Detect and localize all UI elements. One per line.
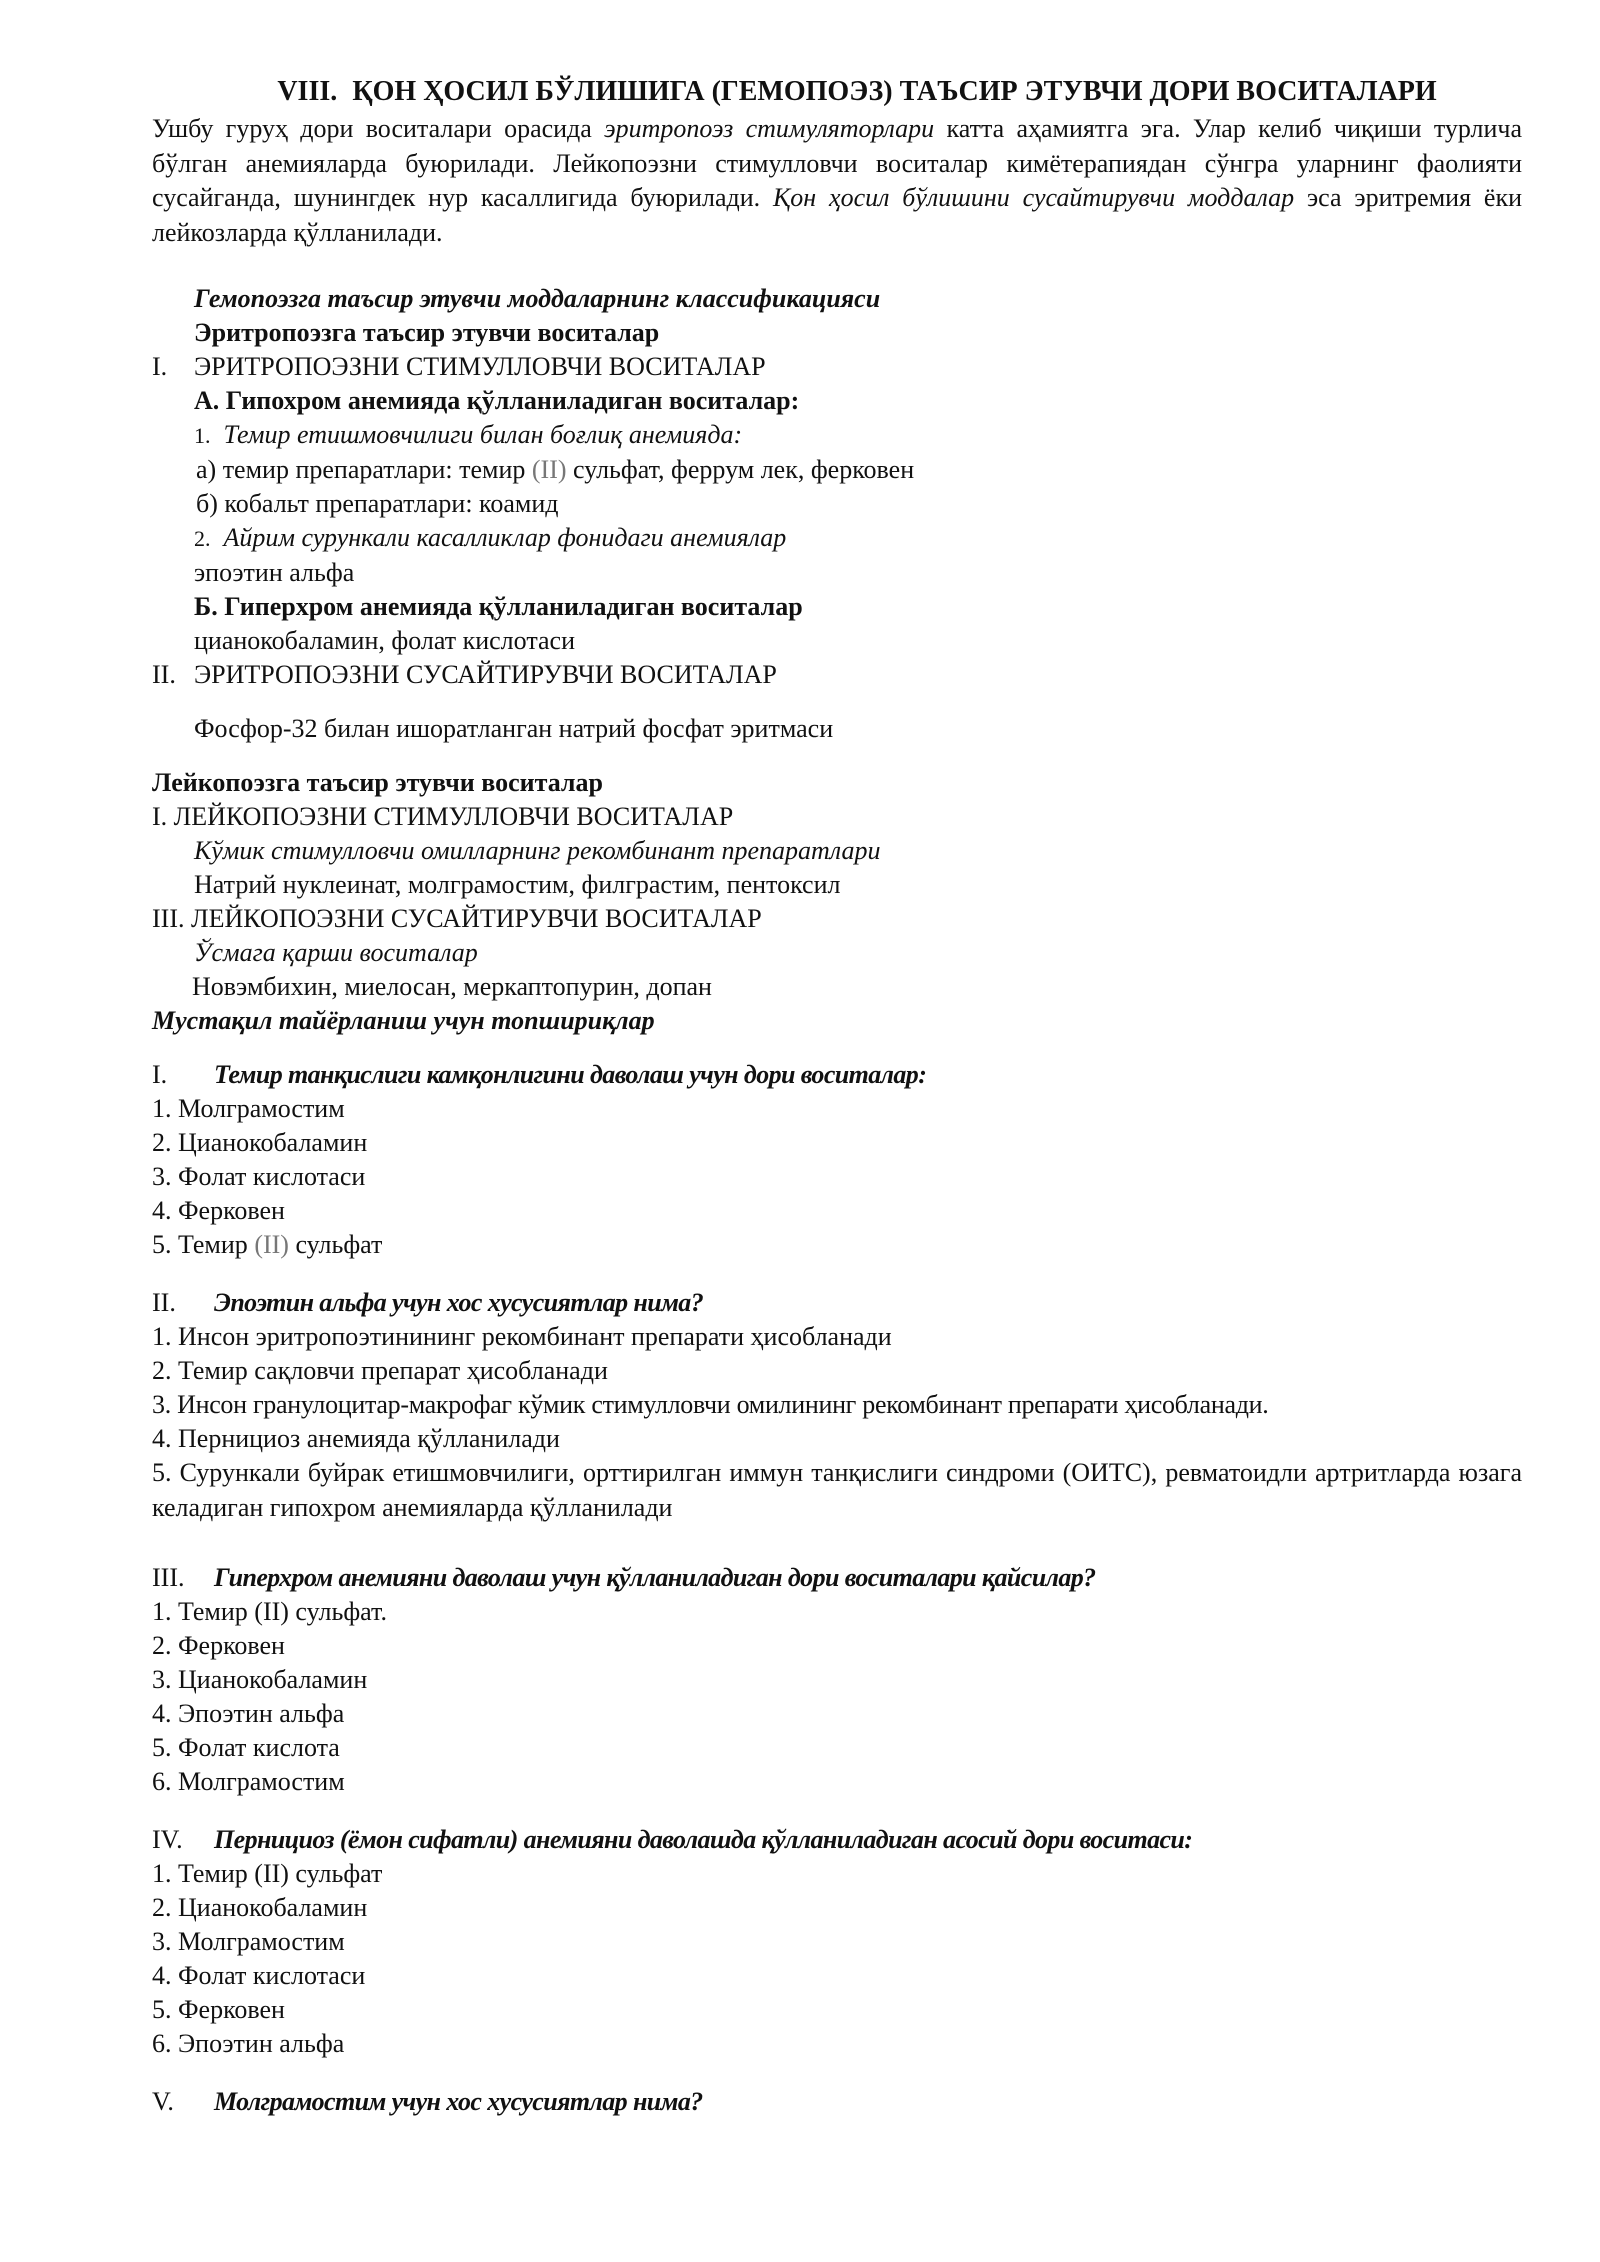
question-heading [152,2085,1522,2119]
answer-option: 1. Молграмостим [152,1094,345,1123]
intro-italic-1: эритропоэз стимуляторлари [604,114,935,143]
erythropoiesis-heading: Эритропоэзга таъсир этувчи воситалар [194,318,660,347]
intro-text-3: эса эритремия ёки лейкозларда қўлланилади. [152,183,1523,247]
section-leuko-suppressing: III. ЛЕЙКОПОЭЗНИ СУСАЙТИРУВЧИ ВОСИТАЛАР [152,904,762,933]
question-heading [152,1286,1522,1320]
chronic-disease-item [152,521,1522,556]
answer-option: 2. Цианокобаламин [152,1128,368,1157]
answer-option: 3. Молграмостим [152,1927,345,1956]
answer-option: 3. Фолат кислотаси [152,1162,366,1191]
question-heading [152,1058,1522,1092]
answer-option: 4. Фолат кислотаси [152,1961,366,1990]
answer-option: 2. Темир сақловчи препарат ҳисобланади [152,1356,608,1385]
answer-option: 1. Темир (II) сульфат [152,1859,383,1888]
intro-paragraph [152,112,1522,250]
question-heading [152,1561,1522,1595]
roman-numeral: I. [152,352,168,381]
question-text: Эпоэтин альфа учун хос хусусиятлар нима? [214,1288,704,1317]
question-text: Темир танқислиги камқонлигини даволаш учун дори воситалар: [214,1060,927,1089]
answer-option: 5. Сурункали буйрак етишмовчилиги, орттирилган иммун танқислиги синдроми (ОИТС), ревматоидли артритларда юзага келадиган гипохром анемияларда қўлланилади [152,1458,1522,1522]
leuko-suppressing-drugs: Новэмбихин, миелосан, меркаптопурин, допан [192,972,712,1001]
iron-valence: (II) [254,1230,289,1259]
item-text: Темир етишмовчилиги билан боғлиқ анемияда: [223,420,743,449]
hypochromic-heading: А. Гипохром анемияда қўлланиладиган воситалар: [194,386,800,415]
classification-heading: Гемопоэзга таъсир этувчи моддаларнинг классификацияси [194,284,881,313]
answer-option: 4. Ферковен [152,1196,285,1225]
question-number: II. [152,1288,176,1317]
answer-option: 2. Ферковен [152,1631,285,1660]
leuko-stimulating-drugs: Натрий нуклеинат, молграмостим, филграстим, пентоксил [194,870,841,899]
answer-text-rest: сульфат [288,1230,383,1259]
iron-preparations-text: а) темир препаратлари: темир [196,455,532,484]
chapter-title [192,72,1522,112]
tasks-heading: Мустақил тайёрланиш учун топшириқлар [152,1006,655,1035]
phosphorus-line: Фосфор-32 билан ишоратланган натрий фосфат эритмаси [194,714,834,743]
leukopoiesis-heading: Лейкопоэзга таъсир этувчи воситалар [152,768,603,797]
question-number: IV. [152,1825,183,1854]
answer-option: 3. Цианокобаламин [152,1665,368,1694]
hyperchromic-heading: Б. Гиперхром анемияда қўлланиладиган воситалар [194,592,803,621]
leuko-stimulating-sub: Кўмик стимулловчи омилларнинг рекомбинант препаратлари [194,836,881,865]
leuko-suppressing-sub: Ўсмага қарши воситалар [194,938,478,967]
iron-preparations-rest: сульфат, феррум лек, ферковен [566,455,915,484]
question-number: V. [152,2087,174,2116]
answer-option: 4. Пернициоз анемияда қўлланилади [152,1424,560,1453]
answer-option: 6. Молграмостим [152,1767,345,1796]
answer-option: 5. Фолат кислота [152,1733,340,1762]
intro-text-2: катта аҳамиятга эга. Улар келиб чиқиши турлича бўлган анемияларда буюрилади. Лейкопоэзни стимулловчи воситалар кимётерапиядан сўнгра уларнинг фаолияти сусайганда, шунингдек нур касаллигида буюрилади. [152,114,1522,212]
epoetin-line: эпоэтин альфа [194,558,355,587]
question-text: Гиперхром анемияни даволаш учун қўлланиладиган дори воситалари қайсилар? [214,1563,1096,1592]
iron-deficiency-item [152,418,1522,453]
answer-text: 5. Темир [152,1230,255,1259]
question-heading [152,1823,1522,1857]
question-number: III. [152,1563,185,1592]
answer-option: 3. Инсон гранулоцитар-макрофаг кўмик стимулловчи омилининг рекомбинант препарати ҳисобланади. [152,1390,1269,1419]
intro-text-1: Ушбу гуруҳ дори воситалари орасида [152,114,605,143]
chapter-number: VIII. [277,76,338,107]
answer-option: 2. Цианокобаламин [152,1893,368,1922]
iron-valence: (II) [531,455,567,484]
item-number: 2. [194,526,211,551]
section-leuko-stimulating: I. ЛЕЙКОПОЭЗНИ СТИМУЛЛОВЧИ ВОСИТАЛАР [152,802,734,831]
intro-italic-2: Қон ҳосил бўлишини сусайтирувчи моддалар [773,183,1295,212]
answer-option: 5. Ферковен [152,1995,285,2024]
section-erythro-suppressing [152,658,1522,692]
chapter-title-text: ҚОН ҲОСИЛ БЎЛИШИГА (ГЕМОПОЭЗ) ТАЪСИР ЭТУВЧИ ДОРИ ВОСИТАЛАРИ [352,76,1437,107]
section-erythro-stimulating [152,350,1522,384]
answer-option: 1. Темир (II) сульфат. [152,1597,387,1626]
roman-numeral: II. [152,660,176,689]
answer-option [152,1228,1522,1262]
answer-option: 6. Эпоэтин альфа [152,2029,345,2058]
section-title: ЭРИТРОПОЭЗНИ СТИМУЛЛОВЧИ ВОСИТАЛАР [194,352,766,381]
item-number: 1. [194,423,211,448]
document-page [152,72,1522,2119]
question-number: I. [152,1060,168,1089]
item-text: Айрим сурункали касалликлар фонидаги анемиялар [223,523,787,552]
hyperchromic-drugs: цианокобаламин, фолат кислотаси [194,626,575,655]
cobalt-preparations-line: б) кобальт препаратлари: коамид [196,489,559,518]
answer-option: 4. Эпоэтин альфа [152,1699,345,1728]
answer-option: 1. Инсон эритропоэтинининг рекомбинант препарати ҳисобланади [152,1322,892,1351]
iron-preparations-line [152,453,1522,487]
question-text: Пернициоз (ёмон сифатли) анемияни даволашда қўлланиладиган асосий дори воситаси: [214,1825,1193,1854]
question-text: Молграмостим учун хос хусусиятлар нима? [214,2087,703,2116]
section-title: ЭРИТРОПОЭЗНИ СУСАЙТИРУВЧИ ВОСИТАЛАР [194,660,777,689]
